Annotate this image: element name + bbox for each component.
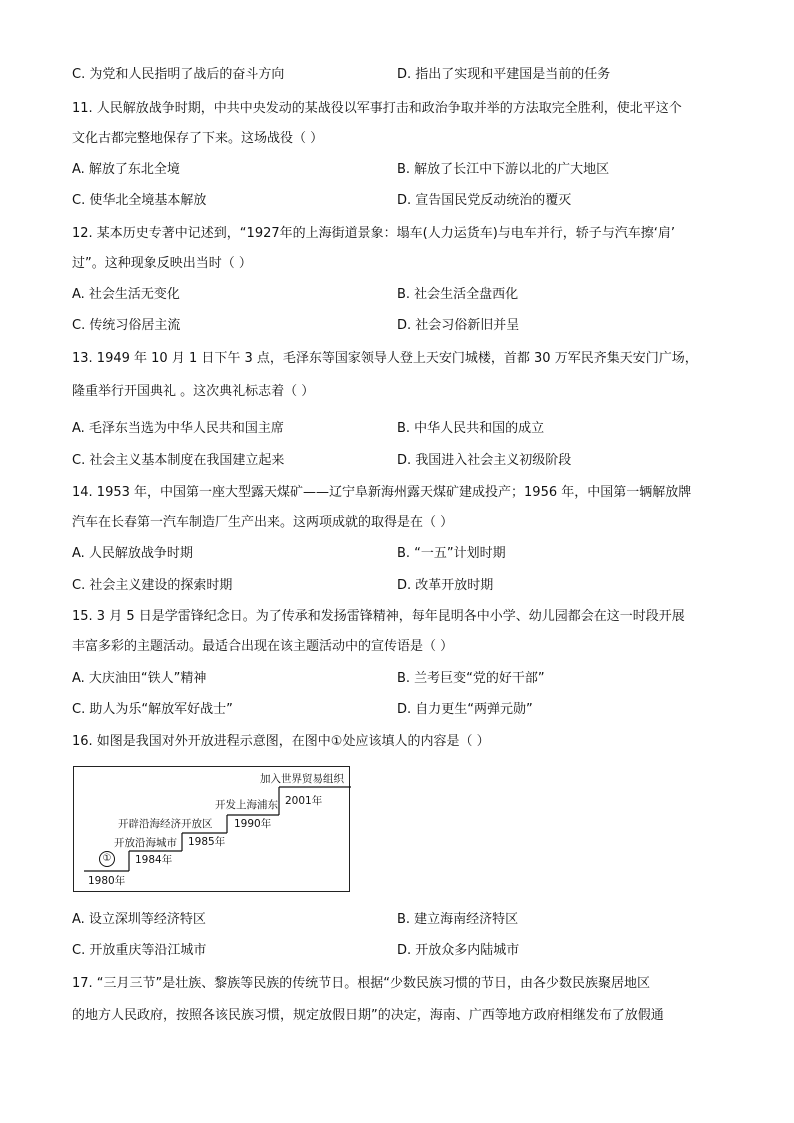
q16-option-a: A. 设立深圳等经济特区: [72, 912, 206, 927]
q14-option-b: B. “一五”计划时期: [397, 546, 506, 561]
opening-up-timeline-diagram: [73, 766, 350, 892]
q11-stem-line2: 文化古都完整地保存了下来。这场战役（ ）: [72, 131, 324, 146]
q11-option-a: A. 解放了东北全境: [72, 162, 180, 177]
q15-stem-line1: 15. 3 月 5 日是学雷锋纪念日。为了传承和发扬雷锋精神，每年昆明各中小学、幼儿园都会在这一时段开展: [72, 609, 685, 624]
label-join-wto: 加入世界贸易组织: [260, 773, 344, 785]
q16-stem-line1: 16. 如图是我国对外开放进程示意图，在图中①处应该填人的内容是（ ）: [72, 734, 490, 749]
q11-option-b: B. 解放了长江中下游以北的广大地区: [397, 162, 610, 177]
label-open-coastal-cities: 开放沿海城市: [114, 837, 177, 849]
q14-stem-line1: 14. 1953 年，中国第一座大型露天煤矿——辽宁阜新海州露天煤矿建成投产；1956 年，中国第一辆解放牌: [72, 485, 692, 500]
q13-option-b: B. 中华人民共和国的成立: [397, 421, 545, 436]
q13-option-d: D. 我国进入社会主义初级阶段: [397, 453, 572, 468]
label-1984: 1984年: [135, 854, 173, 866]
q12-option-c: C. 传统习俗居主流: [72, 318, 181, 333]
q12-option-d: D. 社会习俗新旧并呈: [397, 318, 520, 333]
q15-option-b: B. 兰考巨变“党的好干部”: [397, 671, 545, 686]
label-1985: 1985年: [188, 836, 226, 848]
q11-stem-line1: 11. 人民解放战争时期，中共中央发动的某战役以军事打击和政治争取并举的方法取完全胜利，使北平这个: [72, 101, 682, 116]
label-pudong-development: 开发上海浦东: [215, 799, 278, 811]
q14-option-a: A. 人民解放战争时期: [72, 546, 193, 561]
q13-option-a: A. 毛泽东当选为中华人民共和国主席: [72, 421, 284, 436]
q16-option-d: D. 开放众多内陆城市: [397, 943, 520, 958]
q12-option-a: A. 社会生活无变化: [72, 287, 180, 302]
q11-option-d: D. 宣告国民党反动统治的覆灭: [397, 193, 572, 208]
label-1990: 1990年: [234, 818, 272, 830]
q17-stem-line2: 的地方人民政府，按照各该民族习惯，规定放假日期”的决定，海南、广西等地方政府相继发布了放假通: [72, 1008, 664, 1023]
label-1980: 1980年: [88, 875, 126, 887]
q10-option-d: D. 指出了实现和平建国是当前的任务: [397, 67, 611, 82]
q14-option-d: D. 改革开放时期: [397, 578, 494, 593]
label-coastal-economic-zones: 开辟沿海经济开放区: [118, 818, 213, 830]
blank-marker-circle: ①: [99, 851, 115, 867]
q16-option-c: C. 开放重庆等沿江城市: [72, 943, 207, 958]
q14-option-c: C. 社会主义建设的探索时期: [72, 578, 233, 593]
q15-option-c: C. 助人为乐“解放军好战士”: [72, 702, 233, 717]
q15-option-d: D. 自力更生“两弹元勋”: [397, 702, 533, 717]
q15-option-a: A. 大庆油田“铁人”精神: [72, 671, 207, 686]
q15-stem-line2: 丰富多彩的主题活动。最适合出现在该主题活动中的宣传语是（ ）: [72, 639, 454, 654]
q17-stem-line1: 17. “三月三节”是壮族、黎族等民族的传统节日。根据“少数民族习惯的节日，由各少数民族聚居地区: [72, 976, 651, 991]
q12-option-b: B. 社会生活全盘西化: [397, 287, 519, 302]
q11-option-c: C. 使华北全境基本解放: [72, 193, 207, 208]
q12-stem-line2: 过”。这种现象反映出当时（ ）: [72, 256, 252, 271]
q14-stem-line2: 汽车在长春第一汽车制造厂生产出来。这两项成就的取得是在（ ）: [72, 515, 454, 530]
q13-option-c: C. 社会主义基本制度在我国建立起来: [72, 453, 285, 468]
label-2001: 2001年: [285, 795, 323, 807]
q10-option-c: C. 为党和人民指明了战后的奋斗方向: [72, 67, 285, 82]
q13-stem-line2: 隆重举行开国典礼 。这次典礼标志着（ ）: [72, 384, 315, 399]
q16-option-b: B. 建立海南经济特区: [397, 912, 519, 927]
q12-stem-line1: 12. 某本历史专著中记述到，“1927年的上海街道景象：塌车(人力运货车)与电车并行，轿子与汽车擦‘肩’: [72, 226, 676, 241]
q13-stem-line1: 13. 1949 年 10 月 1 日下午 3 点，毛泽东等国家领导人登上天安门城楼，首都 30 万军民齐集天安门广场，: [72, 351, 698, 366]
